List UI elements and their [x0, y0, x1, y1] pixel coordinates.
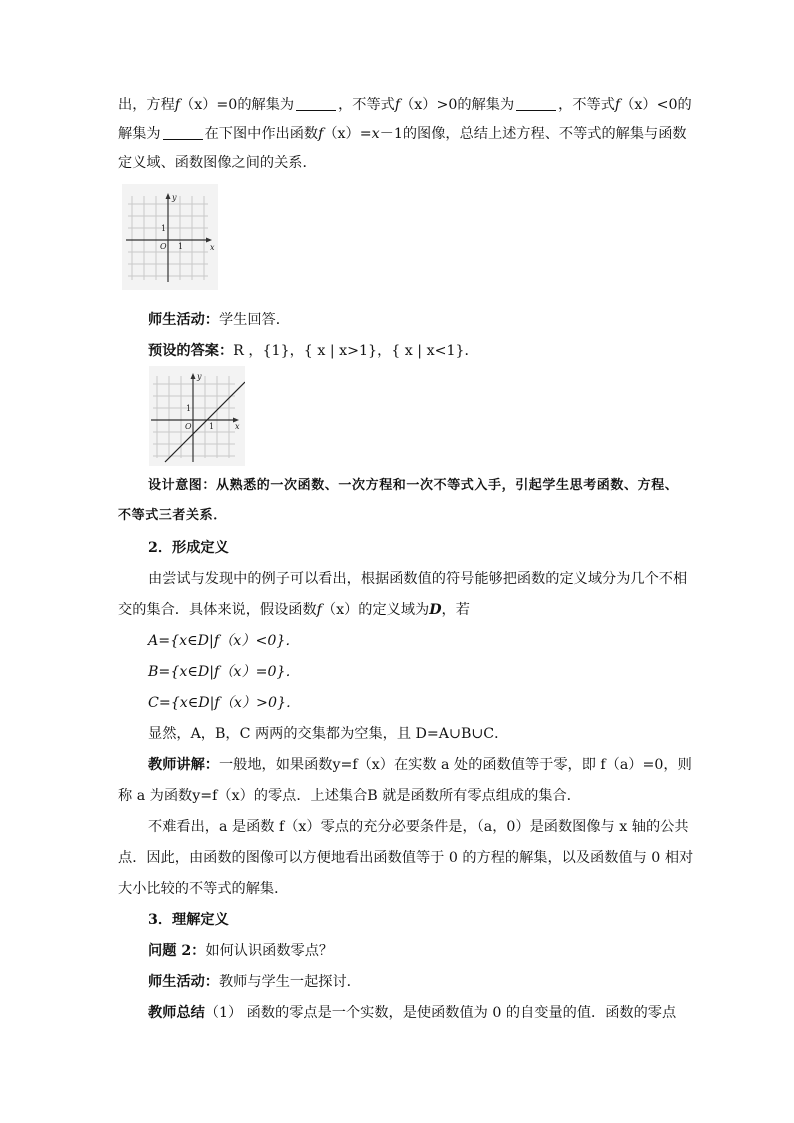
text: f	[394, 97, 401, 113]
origin-label: O	[185, 422, 192, 431]
para4-line1: 不难看出，a 是函数 f（x）零点的充分必要条件是，（a，0）是函数图像与 x 轴的公共	[148, 819, 689, 835]
answer-line	[148, 341, 479, 361]
text: （x）>0的解集为	[400, 97, 515, 113]
text: 解集为	[118, 126, 161, 142]
text: 一般地，如果函数y=f（x）在实数 a 处的函数值等于零，即 f（a）=0，则	[218, 757, 692, 773]
text: 如何认识函数零点？	[205, 943, 334, 959]
summary-line	[148, 1003, 676, 1023]
label: 问题 2：	[148, 943, 206, 959]
answer-blank	[296, 96, 336, 111]
text: 出，方程	[118, 97, 175, 113]
design-intent-line2: 不等式三者关系．	[118, 508, 227, 523]
para2-line1: 由尝试与发现中的例子可以看出，根据函数值的符号能够把函数的定义域分为几个不相	[148, 571, 688, 587]
origin-label: O	[160, 242, 167, 251]
text: f	[318, 126, 324, 142]
text: （x）=	[323, 126, 372, 142]
text: （1） 函数的零点是一个实数，是使函数值为 0 的自变量的值．函数的零点	[204, 1005, 677, 1021]
answer-blank	[163, 125, 203, 140]
line-graph-figure	[149, 366, 245, 466]
text: f	[614, 97, 621, 113]
y-label: y	[172, 193, 177, 202]
para4-line2: 点．因此，由函数的图像可以方便地看出函数值等于 0 的方程的解集，以及函数值与 0 相对	[118, 850, 694, 866]
para1-line1	[118, 95, 692, 115]
para1-line3: 定义域、函数图像之间的关系．	[118, 155, 317, 171]
x-label: x	[210, 243, 215, 252]
answer-blank	[516, 96, 556, 111]
text: R ，{1}，{ x | x>1}，{ x | x<1}．	[233, 343, 479, 359]
para4-line3: 大小比较的不等式的解集．	[118, 881, 289, 897]
x-label: x	[235, 422, 240, 431]
section-heading: 2．形成定义	[148, 540, 229, 556]
x-tick-label: 1	[178, 242, 184, 251]
text: 学生回答．	[218, 312, 290, 328]
y-label: y	[197, 372, 202, 381]
question-line	[148, 941, 333, 961]
text: 教师与学生一起探讨．	[218, 974, 361, 990]
para3: 显然，A，B，C 两两的交集都为空集，且 D=A∪B∪C．	[148, 726, 509, 742]
coordinate-grid-svg	[122, 184, 218, 290]
text: （x）的定义域为	[321, 602, 430, 618]
x-arrow-icon	[206, 238, 212, 243]
y-arrow-icon	[191, 373, 196, 379]
set-a-definition: A={x∈D|f（x）<0}．	[148, 633, 300, 649]
activity-line	[148, 310, 290, 330]
text: ，不等式	[338, 97, 395, 113]
y-tick-label: 1	[161, 224, 167, 233]
design-intent-line1: 设计意图：从熟悉的一次函数、一次方程和一次不等式入手，引起学生思考函数、方程、	[148, 478, 679, 493]
text: ，不等式	[558, 97, 615, 113]
activity2-line	[148, 972, 361, 992]
label: 教师总结	[148, 1005, 205, 1021]
text: 在下图中作出函数	[204, 126, 319, 142]
text: x	[371, 126, 380, 142]
label: 师生活动：	[148, 312, 219, 328]
teacher-line2: 称 a 为函数y=f（x）的零点．上述集合B 就是函数所有零点组成的集合．	[118, 788, 581, 804]
text: －1的图像，总结上述方程、不等式的解集与函数	[379, 126, 687, 142]
text: f	[174, 97, 181, 113]
section-heading: 3．理解定义	[148, 912, 229, 928]
para1-line2	[118, 124, 687, 144]
x-tick-label: 1	[209, 422, 215, 431]
line-graph-svg	[149, 366, 245, 466]
text: （x）<0的	[620, 97, 692, 113]
text: （x）=0的解集为	[180, 97, 295, 113]
y-tick-label: 1	[186, 404, 192, 413]
label: 师生活动：	[148, 974, 219, 990]
label: 教师讲解：	[148, 757, 219, 773]
coordinate-grid-figure	[122, 184, 218, 290]
y-arrow-icon	[166, 193, 171, 199]
para2-line2	[118, 600, 470, 620]
text: f	[316, 602, 322, 618]
set-c-definition: C={x∈D|f（x）>0}．	[148, 695, 301, 711]
text: 交的集合．具体来说，假设函数	[118, 602, 317, 618]
set-b-definition: B={x∈D|f（x）=0}．	[148, 664, 300, 680]
teacher-line1	[148, 755, 692, 775]
text: D	[429, 602, 442, 618]
label: 预设的答案：	[148, 343, 234, 359]
text: ，若	[441, 602, 470, 618]
